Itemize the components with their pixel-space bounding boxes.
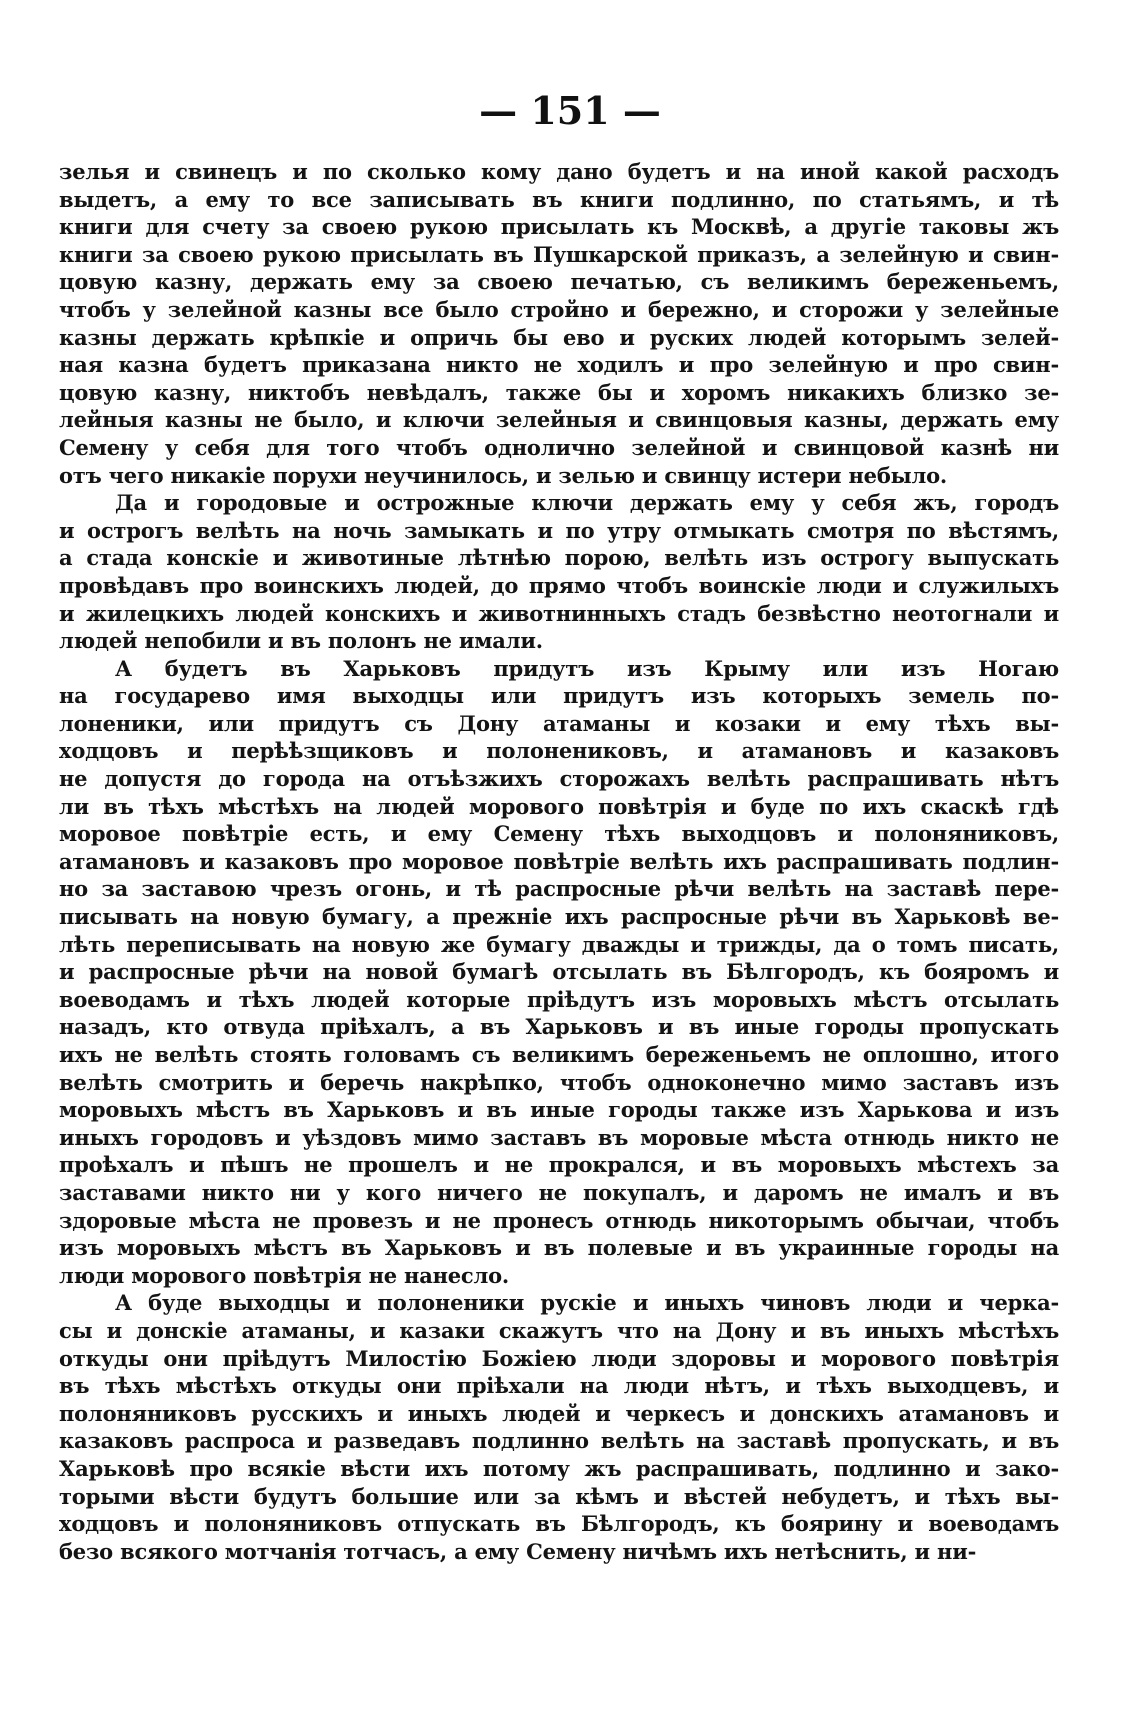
text-line: зелья и свинецъ и по сколько кому дано будетъ и на иной какой расходъ [59, 159, 1059, 184]
text-line: А будетъ въ Харьковъ придутъ изъ Крыму или изъ Ногаю [115, 655, 1059, 681]
text-line: атамановъ и казаковъ про моровое повѣтріе велѣть ихъ распрашивать подлин- [59, 848, 1059, 874]
text-line: проѣхалъ и пѣшъ не прошелъ и не прокрался, и въ моровыхъ мѣстехъ за [59, 1152, 1059, 1178]
text-line: казаковъ распроса и разведавъ подлинно велѣть на заставѣ пропускать, и въ [59, 1428, 1059, 1454]
text-line: выдетъ, а ему то все записывать въ книги подлинно, по статьямъ, и тѣ [59, 186, 1059, 212]
text-line: здоровые мѣста не провезъ и не пронесъ отнюдь никоторымъ обычаи, чтобъ [59, 1207, 1059, 1233]
text-line: лейныя казны не было, и ключи зелейныя и свинцовыя казны, держать ему [59, 407, 1059, 433]
text-line: изъ моровыхъ мѣстъ въ Харьковъ и въ полевые и въ украинные городы на [59, 1235, 1059, 1261]
text-line: заставами никто ни у кого ничего не покупалъ, и даромъ не ималъ и въ [59, 1179, 1059, 1205]
text-line: но за заставою чрезъ огонь, и тѣ распросные рѣчи велѣть на заставѣ пере- [59, 876, 1059, 902]
text-line: отъ чего никакіе порухи неучинилось, и зелью и свинцу истери небыло. [59, 462, 947, 488]
text-line: откуды они пріѣдутъ Милостію Божіею люди здоровы и морового повѣтрія [59, 1345, 1059, 1371]
text-line: сы и донскіе атаманы, и казаки скажутъ что на Дону и въ иныхъ мѣстѣхъ [59, 1317, 1059, 1343]
text-line: книги за своею рукою присылать въ Пушкарской приказъ, а зелейную и свин- [59, 241, 1059, 267]
text-line: казны держать крѣпкіе и опричь бы ево и руских людей которымъ зелей- [59, 324, 1059, 350]
text-line: моровыхъ мѣстъ въ Харьковъ и въ иные городы также изъ Харькова и изъ [59, 1097, 1059, 1123]
text-line: и жилецкихъ людей конскихъ и животнинныхъ стадъ безвѣстно неотогнали и [59, 600, 1059, 626]
text-line: и острогъ велѣть на ночь замыкать и по утру отмыкать смотря по вѣстямъ, [59, 517, 1059, 543]
text-line: моровое повѣтріе есть, и ему Семену тѣхъ выходцовъ и полоняниковъ, [59, 821, 1059, 847]
text-line: ная казна будетъ приказана никто не ходилъ и про зелейную и про свин- [59, 352, 1059, 378]
text-line: ходцовъ и перѣѣзщиковъ и полонениковъ, и атамановъ и казаковъ [59, 738, 1059, 764]
text-line: иныхъ городовъ и уѣздовъ мимо заставъ въ моровые мѣста отнюдь никто не [59, 1124, 1059, 1150]
text-line: назадъ, кто отвуда пріѣхалъ, а въ Харьковъ и въ иные городы пропускать [59, 1014, 1059, 1040]
text-line: Да и городовые и острожные ключи держать ему у себя жъ, городъ [115, 490, 1059, 516]
paragraph [59, 489, 1059, 655]
text-line: чтобъ у зелейной казны все было стройно и бережно, и сторожи у зелейные [59, 296, 1059, 322]
paragraph [59, 1289, 1059, 1565]
text-line: ходцовъ и полоняниковъ отпускать въ Бѣлгородъ, къ боярину и воеводамъ [59, 1511, 1059, 1537]
text-line: полоняниковъ русскихъ и иныхъ людей и черкесъ и донскихъ атамановъ и [59, 1400, 1059, 1426]
text-line: велѣть смотрить и беречь накрѣпко, чтобъ одноконечно мимо заставъ изъ [59, 1069, 1059, 1095]
text-line: ихъ не велѣть стоять головамъ съ великимъ береженьемъ не оплошно, итого [59, 1042, 1059, 1067]
text-line: провѣдавъ про воинскихъ людей, до прямо чтобъ воинскіе люди и служилыхъ [59, 572, 1059, 598]
text-line: и распросные рѣчи на новой бумагѣ отсылать въ Бѣлгородъ, къ бояромъ и [59, 959, 1059, 985]
paragraph [59, 158, 1059, 489]
text-line: люди морового повѣтрія не нанесло. [59, 1262, 510, 1288]
paragraph [59, 655, 1059, 1290]
text-line: на государево имя выходцы или придутъ изъ которыхъ земель по- [59, 683, 1059, 709]
text-line: книги для счету за своею рукою присылать къ Москвѣ, а другіе таковы жъ [59, 214, 1059, 240]
text-line: торыми вѣсти будутъ большие или за кѣмъ и вѣстей небудетъ, и тѣхъ вы- [59, 1483, 1059, 1509]
text-line: А буде выходцы и полоненики рускіе и иныхъ чиновъ люди и черка- [115, 1290, 1059, 1316]
text-line: цовую казну, держать ему за своею печатью, съ великимъ береженьемъ, [59, 269, 1059, 295]
text-line: а стада конскіе и животиные лѣтнѣю порою, велѣть изъ острогу выпускать [59, 545, 1059, 571]
text-line: безо всякого мотчанія тотчасъ, а ему Семену ничѣмъ ихъ нетѣснить, и ни- [59, 1538, 977, 1564]
text-line: Харьковѣ про всякіе вѣсти ихъ потому жъ распрашивать, подлинно и зако- [59, 1455, 1059, 1481]
text-line: лѣть переписывать на новую же бумагу дважды и трижды, да о томъ писать, [59, 931, 1059, 957]
text-line: людей непобили и въ полонъ не имали. [59, 628, 543, 654]
text-line: писывать на новую бумагу, а прежніе ихъ распросные рѣчи въ Харьковѣ ве- [59, 904, 1059, 930]
page-number: — 151 — [479, 88, 661, 133]
text-line: Семену у себя для того чтобъ однолично зелейной и свинцовой казнѣ ни [59, 434, 1059, 460]
text-line: не допустя до города на отъѣзжихъ сторожахъ велѣть распрашивать нѣтъ [59, 766, 1059, 792]
text-line: ли въ тѣхъ мѣстѣхъ на людей морового повѣтрія и буде по ихъ скаскѣ гдѣ [59, 793, 1059, 819]
text-line: въ тѣхъ мѣстѣхъ откуды они пріѣхали на люди нѣтъ, и тѣхъ выходцевъ, и [59, 1373, 1059, 1399]
text-line: воеводамъ и тѣхъ людей которые пріѣдутъ изъ моровыхъ мѣстъ отсылать [59, 986, 1059, 1012]
text-line: лоненики, или придутъ съ Дону атаманы и козаки и ему тѣхъ вы- [59, 710, 1059, 736]
body-text [59, 158, 1059, 1565]
text-line: цовую казну, никтобъ невѣдалъ, также бы и хоромъ никакихъ близко зе- [59, 379, 1059, 405]
